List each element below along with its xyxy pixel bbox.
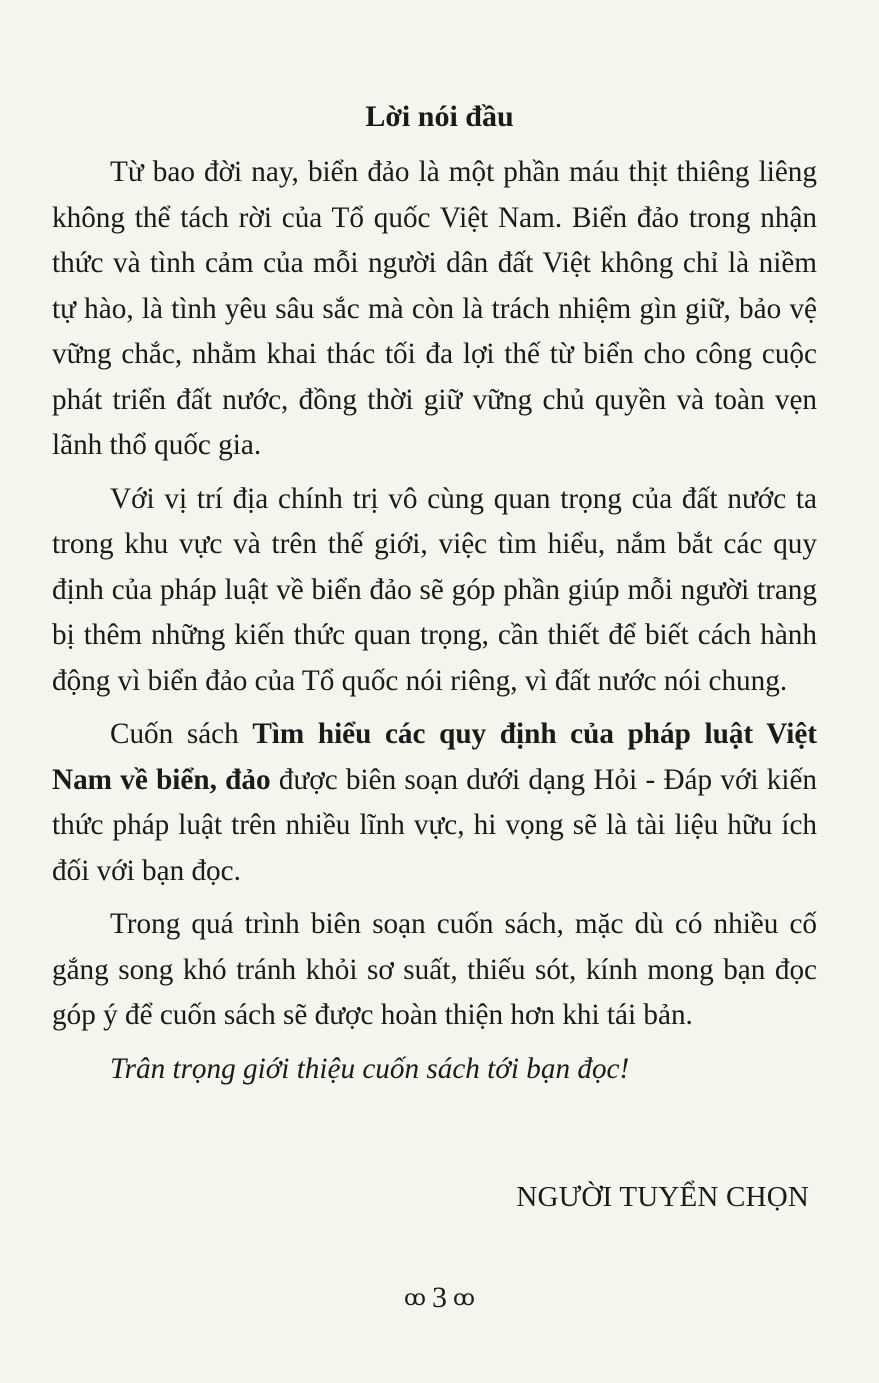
paragraph-3-intro: Cuốn sách <box>110 718 253 750</box>
page-number-footer <box>0 1278 879 1316</box>
paragraph-1: Từ bao đời nay, biển đảo là một phần máu thịt thiêng liêng không thể tách rời của Tổ quốc Việt Nam. Biển đảo trong nhận thức và tình cảm của mỗi người dân đất Việt không chỉ là niềm tự hào, là tình yêu sâu sắc mà còn là trách nhiệm gìn giữ, bảo vệ vững chắc, nhằm khai thác tối đa lợi thế từ biển cho công cuộc phát triển đất nước, đồng thời giữ vững chủ quyền và toàn vẹn lãnh thổ quốc gia. <box>52 156 817 461</box>
book-title: Tìm hiểu các quy định của pháp luật Việt Nam về biển, đảo <box>52 718 817 796</box>
page-title: Lời nói đầu <box>365 100 514 133</box>
paragraph-2: Với vị trí địa chính trị vô cùng quan trọng của đất nước ta trong khu vực và trên thế giới, việc tìm hiểu, nắm bắt các quy định của pháp luật về biển đảo sẽ góp phần giúp mỗi người trang bị thêm những kiến thức quan trọng, cần thiết để biết cách hành động vì biển đảo của Tổ quốc nói riêng, vì đất nước nói chung. <box>52 482 817 697</box>
paragraph-3 <box>52 712 817 894</box>
ornament-left-icon: ꝏ <box>404 1285 426 1311</box>
paragraph-3-rest: được biên soạn dưới dạng Hỏi - Đáp với kiến thức pháp luật trên nhiều lĩnh vực, hi vọng sẽ là tài liệu hữu ích đối với bạn đọc. <box>52 763 817 887</box>
page-number: 3 <box>432 1281 447 1315</box>
closing-line: Trân trọng giới thiệu cuốn sách tới bạn đọc! <box>110 1052 630 1085</box>
ornament-right-icon: ꝏ <box>453 1285 475 1311</box>
signature: NGƯỜI TUYỂN CHỌN <box>516 1181 809 1213</box>
paragraph-4: Trong quá trình biên soạn cuốn sách, mặc dù có nhiều cố gắng song khó tránh khỏi sơ suất, thiếu sót, kính mong bạn đọc góp ý để cuốn sách sẽ được hoàn thiện hơn khi tái bản. <box>52 908 817 1031</box>
body-text <box>52 150 817 1092</box>
